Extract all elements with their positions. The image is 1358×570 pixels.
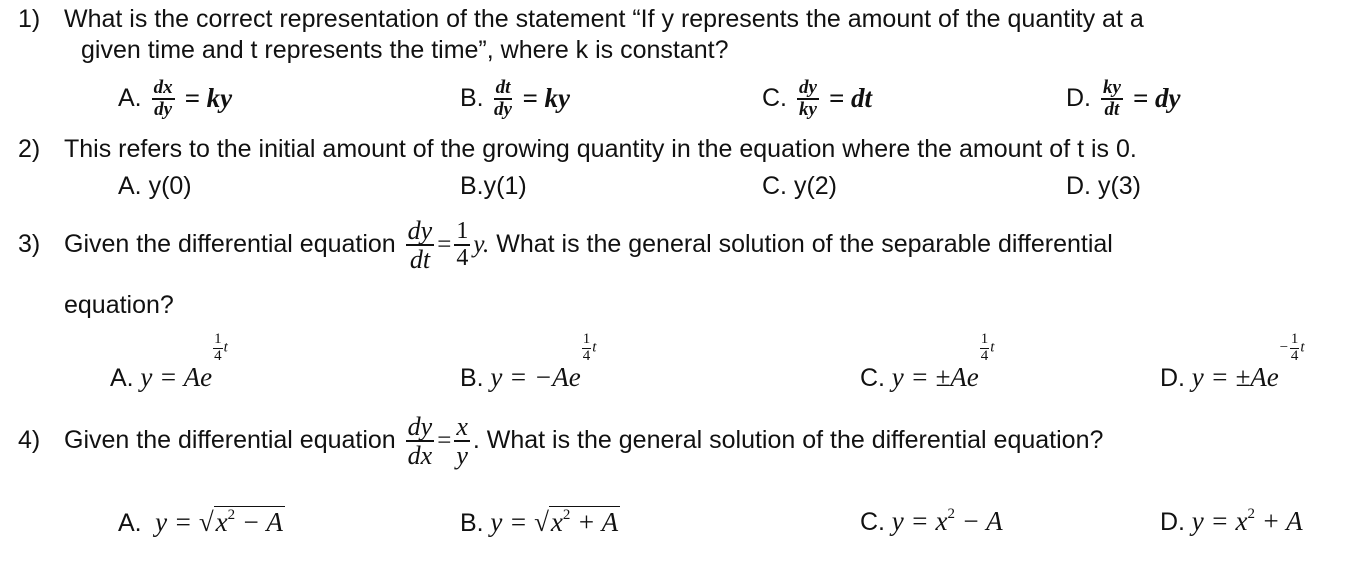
option-exponent: 2	[1247, 506, 1255, 522]
option-letter: B.	[460, 84, 484, 113]
question-2	[18, 134, 1137, 165]
equation-equals: =	[437, 427, 452, 454]
option-text: y(0)	[148, 172, 192, 200]
option-rhs: = ky	[522, 83, 570, 114]
option-rest: + A	[1254, 506, 1303, 536]
option-expression: y = ±Ae − $\frac{1}{4}$ t	[1191, 331, 1305, 392]
option-lhs: y =	[490, 507, 528, 537]
option-text: y(3)	[1097, 172, 1142, 200]
square-root: $√x^2 - A$	[198, 507, 283, 537]
option-rest: − A	[954, 506, 1003, 536]
option-letter: B.	[460, 172, 484, 200]
option-letter: C.	[762, 84, 787, 113]
ratio-fraction: $\frac{x}{y}$	[456, 412, 468, 471]
option-rhs: = dt	[828, 83, 872, 114]
question-text-after: What is the general solution of the separable differential	[496, 230, 1113, 258]
square-root: $√x^2 + A$	[534, 507, 619, 537]
option-1a[interactable]	[118, 78, 232, 120]
derivative-fraction: $\frac{dy}{dt}$	[407, 216, 433, 275]
option-text: y(2)	[793, 172, 838, 200]
option-4b[interactable]	[460, 506, 620, 538]
question-text-after: . What is the general solution of the differential equation?	[472, 426, 1104, 454]
question-text: Given the differential equation	[64, 230, 396, 258]
derivative-fraction: $\frac{dy}{dx}$	[407, 412, 433, 471]
option-exponent: 2	[947, 506, 955, 522]
option-3b[interactable]	[460, 331, 597, 393]
option-3c[interactable]	[860, 331, 995, 393]
option-lhs: y = x	[891, 506, 948, 536]
option-1b[interactable]	[460, 78, 570, 120]
option-fraction: $\frac{dt}{dy}$	[494, 77, 512, 120]
option-expression: y = ±Ae $\frac{1}{4}$ t	[891, 331, 995, 392]
option-letter: D.	[1160, 364, 1185, 392]
option-expression: y = −Ae $\frac{1}{4}$ t	[490, 331, 597, 392]
exponent: $\frac{1}{4}$ t	[214, 331, 228, 364]
option-rhs: = dy	[1132, 83, 1181, 114]
option-fraction: $\frac{dx}{dy}$	[153, 77, 173, 120]
question-number: 4)	[18, 426, 41, 454]
option-4a[interactable]	[118, 506, 285, 538]
question-number: 2)	[18, 135, 41, 163]
question-4	[18, 408, 1103, 473]
option-letter: C.	[860, 364, 885, 392]
equation-variable: y.	[473, 231, 490, 258]
equation-equals: =	[437, 231, 452, 258]
option-2a[interactable]	[118, 172, 192, 201]
exponent: − $\frac{1}{4}$ t	[1278, 331, 1305, 364]
option-fraction: $\frac{ky}{dt}$	[1102, 77, 1121, 120]
question-text: Given the differential equation	[64, 426, 396, 454]
option-letter: C.	[762, 172, 787, 200]
question-text-continued: equation?	[64, 291, 174, 319]
option-letter: A.	[118, 84, 142, 113]
question-3-continued	[18, 290, 174, 321]
question-3	[18, 212, 1113, 277]
question-text: This refers to the initial amount of the growing quantity in the equation where the amount of t is 0.	[64, 135, 1137, 163]
option-letter: A.	[110, 364, 134, 392]
option-3d[interactable]	[1160, 331, 1305, 393]
option-3a[interactable]	[110, 331, 228, 393]
option-1c[interactable]	[762, 78, 872, 120]
option-fraction: $\frac{dy}{ky}$	[798, 77, 817, 120]
question-1	[18, 4, 1144, 66]
coefficient-fraction: $\frac{1}{4}$	[456, 218, 469, 272]
option-rhs: = ky	[184, 83, 233, 114]
option-letter: B.	[460, 364, 484, 392]
option-1d[interactable]	[1066, 78, 1180, 120]
option-4c[interactable]	[860, 506, 1003, 537]
option-letter: A.	[118, 172, 142, 200]
option-lhs: y =	[155, 507, 193, 537]
question-text: What is the correct representation of the statement “If y represents the amount of the quantity at a	[64, 5, 1144, 33]
option-text: y(1)	[483, 172, 527, 200]
question-text-continued: given time and t represents the time”, where k is constant?	[81, 36, 729, 64]
exponent: $\frac{1}{4}$ t	[582, 331, 597, 364]
option-letter: A.	[118, 509, 142, 537]
option-lhs: y = x	[1191, 506, 1248, 536]
option-letter: D.	[1066, 172, 1091, 200]
question-number: 3)	[18, 230, 41, 258]
option-2b[interactable]	[460, 172, 527, 201]
option-letter: D.	[1160, 508, 1185, 536]
question-number: 1)	[18, 5, 41, 33]
option-2d[interactable]	[1066, 172, 1141, 201]
option-expression: y = Ae $\frac{1}{4}$ t	[140, 331, 228, 392]
option-letter: D.	[1066, 84, 1091, 113]
option-letter: C.	[860, 508, 885, 536]
option-4d[interactable]	[1160, 506, 1303, 537]
option-letter: B.	[460, 509, 484, 537]
exponent: $\frac{1}{4}$ t	[980, 331, 995, 364]
option-2c[interactable]	[762, 172, 837, 201]
